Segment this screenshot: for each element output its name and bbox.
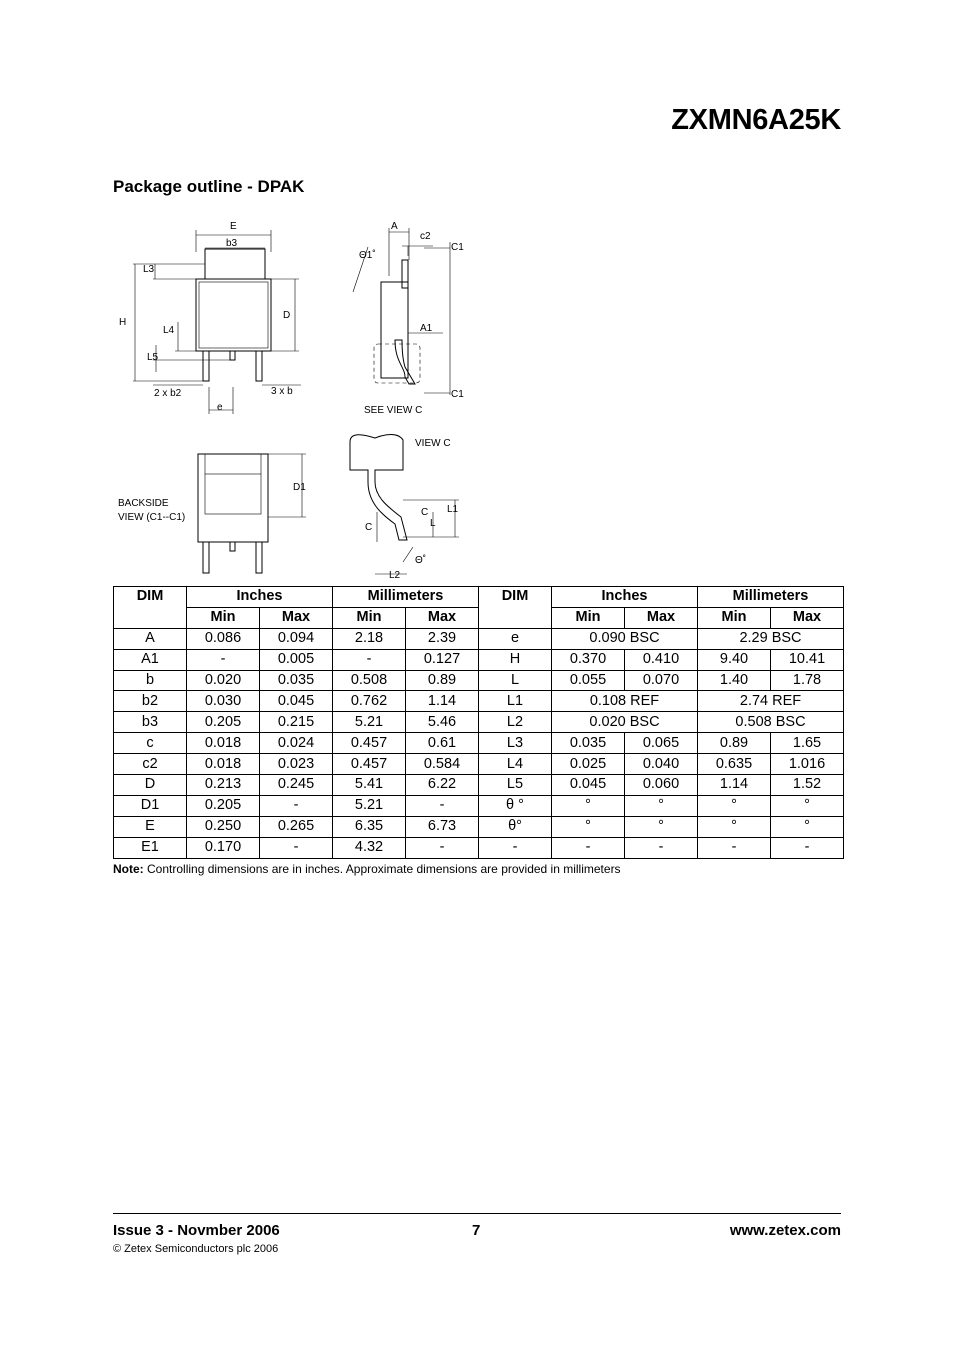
header-dim-right: DIM [479,587,552,629]
table-cell: e [479,628,552,649]
table-cell: 0.018 [187,733,260,754]
table-cell: - [479,837,552,858]
header-mm-left: Millimeters [333,587,479,608]
top-view-lead-left [203,351,209,381]
table-cell: - [771,837,844,858]
label-L3: L3 [143,264,155,275]
table-cell: 0.035 [260,670,333,691]
label-L1: L1 [447,504,459,515]
footer-issue: Issue 3 - Novmber 2006 [113,1222,280,1239]
label-view-c: VIEW C [415,438,451,449]
top-view-lead-right [256,351,262,381]
table-cell: ° [625,816,698,837]
label-e: e [217,402,223,413]
top-view-tab [205,249,265,279]
top-view-body [196,279,271,351]
footer-website-link[interactable]: www.zetex.com [729,1222,841,1239]
label-see-view-c: SEE VIEW C [364,405,423,416]
table-cell: 1.40 [698,670,771,691]
table-cell: D [114,775,187,796]
table-cell: 0.108 REF [552,691,698,712]
table-cell: ° [698,795,771,816]
table-cell: 6.35 [333,816,406,837]
header-min: Min [698,607,771,628]
table-cell: - [625,837,698,858]
backside-view-body [198,454,268,542]
table-cell: 1.78 [771,670,844,691]
table-cell: - [552,837,625,858]
label-2xb2: 2 x b2 [154,388,182,399]
table-cell: 0.370 [552,649,625,670]
table-cell: 0.070 [625,670,698,691]
label-C1-bottom: C1 [451,389,464,400]
table-cell: E1 [114,837,187,858]
header-inches-left: Inches [187,587,333,608]
table-cell: 0.060 [625,775,698,796]
table-cell: 1.016 [771,754,844,775]
table-cell: 0.045 [552,775,625,796]
footer-divider [113,1213,841,1214]
label-c2: c2 [420,231,431,242]
table-cell: 0.094 [260,628,333,649]
table-cell: 0.215 [260,712,333,733]
table-cell: 2.39 [406,628,479,649]
table-cell: L [479,670,552,691]
table-cell: 9.40 [698,649,771,670]
note-label: Note: [113,862,144,876]
table-row [114,670,844,691]
label-L4: L4 [163,325,175,336]
table-cell: - [406,795,479,816]
table-cell: 0.023 [260,754,333,775]
note [113,862,621,876]
table-cell: 2.74 REF [698,691,844,712]
table-cell: 0.635 [698,754,771,775]
table-cell: 5.46 [406,712,479,733]
table-cell: - [333,649,406,670]
table-cell: 0.005 [260,649,333,670]
header-mm-right: Millimeters [698,587,844,608]
table-cell: 6.73 [406,816,479,837]
table-cell: 2.18 [333,628,406,649]
header-dim-left: DIM [114,587,187,629]
label-D1: D1 [293,482,306,493]
table-cell: ° [552,795,625,816]
label-theta1: Θ1˚ [359,250,376,261]
table-cell: ° [771,816,844,837]
table-cell: A1 [114,649,187,670]
table-cell: 5.41 [333,775,406,796]
table-row [114,754,844,775]
table-row [114,649,844,670]
label-L2: L2 [389,570,401,581]
label-3xb: 3 x b [271,386,293,397]
dimensions-table [113,586,844,859]
table-cell: 0.018 [187,754,260,775]
side-view-lead [395,340,415,384]
label-c-left: C [365,522,373,533]
table-cell: 0.045 [260,691,333,712]
label-A1: A1 [420,323,433,334]
table-cell: 0.170 [187,837,260,858]
table-cell: 0.410 [625,649,698,670]
table-cell: 0.127 [406,649,479,670]
table-cell: b [114,670,187,691]
table-cell: 0.457 [333,754,406,775]
label-backside-view: VIEW (C1--C1) [118,512,186,523]
table-cell: ° [698,816,771,837]
table-cell: E [114,816,187,837]
label-C1-top: C1 [451,242,464,253]
table-cell: θ ° [479,795,552,816]
table-cell: - [406,837,479,858]
table-cell: ° [625,795,698,816]
table-cell: b3 [114,712,187,733]
table-cell: 0.61 [406,733,479,754]
header-max: Max [771,607,844,628]
label-b3: b3 [226,238,238,249]
table-cell: 0.020 [187,670,260,691]
top-view-lead-center [230,351,235,360]
table-cell: 0.020 BSC [552,712,698,733]
label-A: A [391,221,398,232]
table-body [114,628,844,858]
header-max: Max [260,607,333,628]
table-cell: 0.89 [698,733,771,754]
table-cell: 0.250 [187,816,260,837]
table-cell: c2 [114,754,187,775]
table-cell: - [260,795,333,816]
table-cell: L4 [479,754,552,775]
table-cell: 0.205 [187,795,260,816]
table-cell: 0.457 [333,733,406,754]
table-cell: 0.025 [552,754,625,775]
table-cell: 1.65 [771,733,844,754]
table-cell: 5.21 [333,795,406,816]
table-cell: 10.41 [771,649,844,670]
table-cell: 2.29 BSC [698,628,844,649]
label-theta: Θ˚ [415,555,427,566]
table-cell: 0.055 [552,670,625,691]
table-cell: 0.89 [406,670,479,691]
table-cell: ° [552,816,625,837]
page-number: 7 [472,1222,481,1239]
table-row [114,733,844,754]
package-drawing [113,212,473,584]
label-H: H [119,317,127,328]
header-inches-right: Inches [552,587,698,608]
table-cell: c [114,733,187,754]
table-cell: 4.32 [333,837,406,858]
header-max: Max [406,607,479,628]
table-cell: L3 [479,733,552,754]
table-row [114,795,844,816]
section-title: Package outline - DPAK [113,177,305,196]
table-cell: 0.508 BSC [698,712,844,733]
table-row [114,775,844,796]
table-row [114,712,844,733]
table-cell: A [114,628,187,649]
table-cell: ° [771,795,844,816]
table-cell: 0.035 [552,733,625,754]
label-E: E [230,221,237,232]
label-c-right: C [421,507,429,518]
table-header-row [114,587,844,608]
label-D: D [283,310,291,321]
table-cell: - [187,649,260,670]
label-backside: BACKSIDE [118,498,169,509]
table-cell: 5.21 [333,712,406,733]
table-cell: - [260,837,333,858]
table-cell: D1 [114,795,187,816]
table-cell: 0.205 [187,712,260,733]
table-cell: 0.245 [260,775,333,796]
table-cell: 0.508 [333,670,406,691]
side-view-tab [402,260,408,288]
table-cell: H [479,649,552,670]
header-max: Max [625,607,698,628]
table-cell: 0.584 [406,754,479,775]
table-row [114,628,844,649]
table-cell: θ° [479,816,552,837]
table-cell: b2 [114,691,187,712]
table-row [114,837,844,858]
table-cell: 0.213 [187,775,260,796]
table-cell: 0.086 [187,628,260,649]
label-L: L [430,518,436,529]
table-cell: L1 [479,691,552,712]
table-cell: L5 [479,775,552,796]
label-L5: L5 [147,352,159,363]
table-cell: - [698,837,771,858]
table-cell: 0.040 [625,754,698,775]
view-c-lead [350,435,407,541]
table-cell: L2 [479,712,552,733]
header-min: Min [187,607,260,628]
table-cell: 0.090 BSC [552,628,698,649]
note-text: Controlling dimensions are in inches. Approximate dimensions are provided in millimeters [143,862,621,876]
table-cell: 1.14 [406,691,479,712]
table-cell: 0.762 [333,691,406,712]
table-cell: 0.030 [187,691,260,712]
table-cell: 0.265 [260,816,333,837]
part-number: ZXMN6A25K [671,104,841,136]
table-cell: 0.024 [260,733,333,754]
table-cell: 1.14 [698,775,771,796]
table-row [114,691,844,712]
footer-copyright: © Zetex Semiconductors plc 2006 [113,1243,279,1255]
table-cell: 1.52 [771,775,844,796]
table-cell: 0.065 [625,733,698,754]
table-row [114,816,844,837]
table-cell: 6.22 [406,775,479,796]
header-min: Min [552,607,625,628]
header-min: Min [333,607,406,628]
